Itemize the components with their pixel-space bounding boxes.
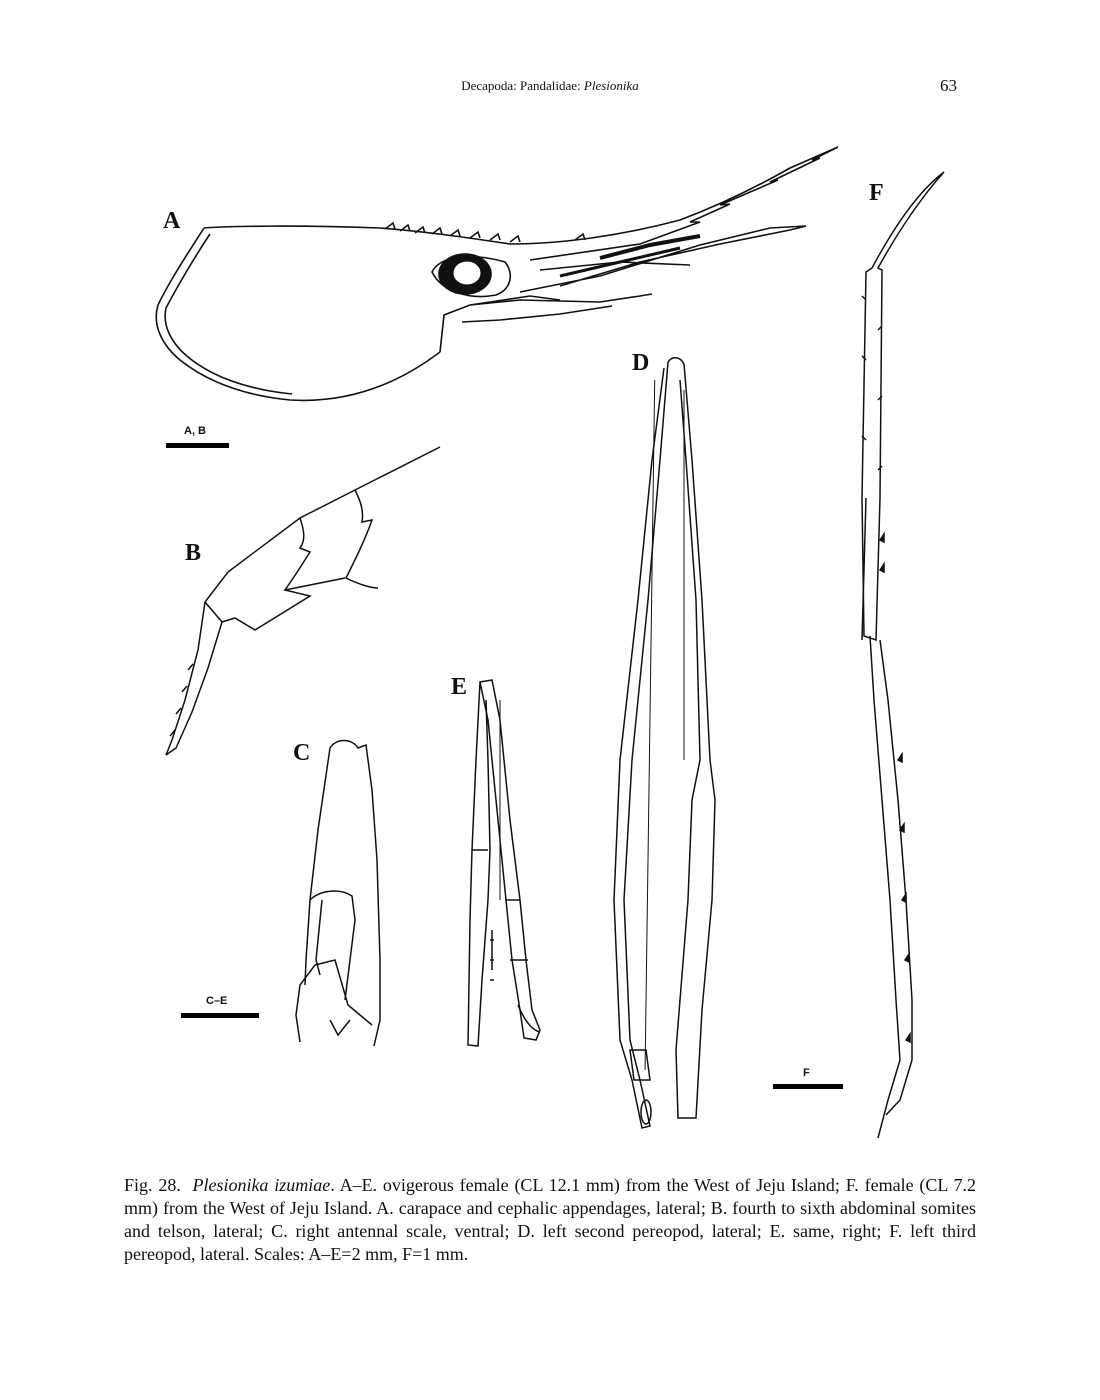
scale-bar-ab: [166, 443, 229, 448]
caption-fig-number: Fig. 28.: [124, 1175, 181, 1195]
scale-label-ce: C–E: [206, 995, 228, 1007]
figure-caption: [124, 1174, 976, 1266]
scale-label-f: F: [803, 1067, 810, 1079]
drawing-d-second-pereopod: [614, 358, 715, 1128]
scale-label-ab: A, B: [184, 425, 206, 437]
panel-label-b: B: [185, 540, 202, 566]
scale-bar-f: [773, 1084, 843, 1089]
panel-label-f: F: [869, 180, 884, 206]
drawing-f-third-pereopod: [862, 172, 944, 1138]
drawing-a-carapace: [156, 147, 838, 400]
panel-label-c: C: [293, 740, 311, 766]
drawing-b-abdomen: [166, 447, 440, 755]
drawing-e-second-pereopod-right: [468, 680, 540, 1046]
caption-species: Plesionika izumiae: [192, 1175, 331, 1195]
panel-label-e: E: [451, 674, 468, 700]
caption-text: . A–E. ovigerous female (CL 12.1 mm) from the West of Jeju Island; F. female (CL 7.2 mm) from the West of Jeju Island. A. carapace and cephalic appendages, lateral; B. fourth to sixth abdominal somites and telson, lateral; C. right antennal scale, ventral; D. left second pereopod, lateral; E. same, right; F. left third pereopod, lateral. Scales: A–E=2 mm, F=1 mm.: [124, 1175, 977, 1264]
running-title-genus: Plesionika: [583, 78, 639, 93]
drawing-c-antennal-scale: [296, 741, 380, 1047]
running-title: Decapoda: Pandalidae: Plesionika: [461, 78, 639, 93]
page-number: 63: [940, 76, 957, 95]
scale-bar-ce: [181, 1013, 259, 1018]
panel-label-d: D: [632, 350, 650, 376]
panel-label-a: A: [163, 208, 181, 234]
